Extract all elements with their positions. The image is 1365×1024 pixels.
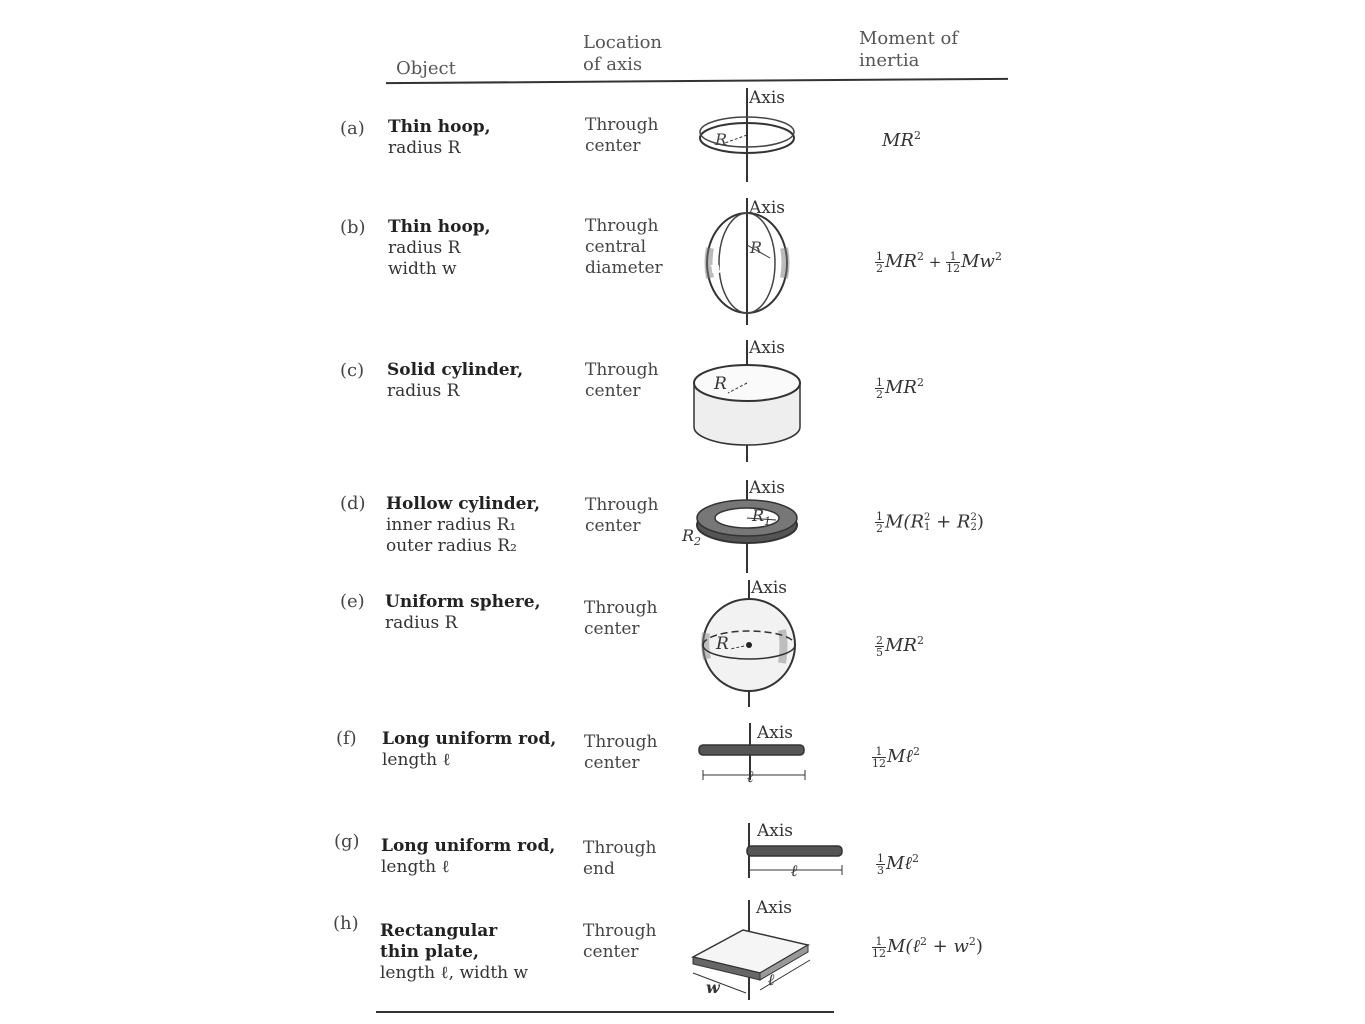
moment-g (876, 852, 919, 876)
location-line: Through (584, 598, 658, 618)
location-line: Through (584, 732, 658, 752)
outer-radius-label: $R_2$ (682, 526, 702, 548)
fraction (875, 377, 884, 400)
object-title: Rectangular (380, 921, 498, 941)
inner-radius-label: $R_1$ (752, 506, 772, 528)
thin-hoop-figure-a (690, 85, 810, 185)
location-line: Through (583, 838, 657, 858)
frac-den: 5 (876, 645, 883, 659)
moment-term: MR (885, 377, 917, 398)
thin-plate-figure (688, 895, 818, 1005)
radius-label: R (716, 634, 729, 654)
length-label: ℓ (768, 970, 775, 989)
moment-term: MR (882, 130, 914, 151)
moment-term: MR (885, 251, 917, 272)
moment-term: M(R (885, 511, 925, 533)
moment-e (875, 634, 924, 658)
axis-label: Axis (751, 578, 788, 598)
object-title-line2: thin plate, (380, 942, 479, 962)
frac-den: 2 (876, 522, 883, 535)
frac-den: 3 (877, 863, 884, 877)
fraction (875, 251, 884, 274)
location-d (585, 495, 658, 537)
object-title: Long uniform rod, (381, 836, 556, 856)
moment-exp: 2 (916, 376, 924, 389)
frac-num: 1 (872, 936, 886, 948)
moment-close: ) (976, 511, 984, 533)
object-rod-center (382, 729, 556, 771)
object-detail: length ℓ (382, 750, 451, 770)
moment-sub: 2 (970, 521, 977, 533)
moment-term: + R (930, 511, 971, 533)
object-detail: inner radius R₁ (386, 515, 517, 535)
moment-term: + w (926, 936, 969, 957)
moment-exp: 2 (916, 250, 924, 263)
frac-num: 1 (877, 851, 884, 865)
thin-hoop-figure-b (690, 193, 810, 328)
location-h (583, 921, 656, 963)
header-location-line1: Location (583, 32, 663, 53)
uniform-sphere-figure (690, 575, 810, 710)
hollow-cylinder-figure (680, 475, 810, 575)
moment-term: M(ℓ (887, 936, 920, 957)
object-title: Thin hoop, (388, 217, 491, 237)
object-title: Long uniform rod, (382, 729, 557, 749)
moment-plus: + (923, 253, 947, 271)
fraction (872, 936, 886, 959)
header-moment-line2: inertia (859, 50, 920, 71)
object-detail: radius R (387, 381, 460, 401)
object-title: Uniform sphere, (385, 592, 541, 612)
header-object: Object (396, 58, 456, 79)
frac-num: 2 (876, 633, 883, 647)
row-tag: (e) (340, 591, 365, 612)
frac-num: 1 (872, 746, 886, 758)
location-g (583, 838, 656, 880)
axis-label: Axis (749, 88, 786, 108)
frac-num: 1 (876, 375, 883, 389)
moment-exp: 2 (911, 852, 919, 865)
location-line: end (583, 859, 615, 879)
object-detail: radius R (385, 613, 458, 633)
header-rule (386, 78, 1008, 84)
header-location-line2: of axis (583, 54, 643, 75)
frac-den: 12 (872, 756, 886, 770)
moment-exp: 2 (916, 634, 924, 647)
object-title: Thin hoop, (388, 117, 491, 137)
frac-den: 12 (872, 946, 886, 960)
location-a (585, 115, 658, 157)
row-tag: (d) (340, 493, 366, 514)
frac-den: 2 (876, 387, 883, 401)
row-tag: (b) (340, 217, 366, 238)
location-line: center (585, 516, 641, 536)
axis-label: Axis (756, 898, 793, 918)
fraction (872, 746, 886, 769)
frac-num: 1 (876, 510, 883, 523)
object-detail: outer radius R₂ (386, 536, 517, 556)
moment-exp: 2 (970, 511, 977, 523)
location-line: Through (585, 360, 659, 380)
rod-center-figure (695, 718, 815, 788)
fraction (875, 511, 884, 534)
radius-label: R (750, 238, 763, 257)
location-line: diameter (585, 258, 663, 278)
location-line: Through (585, 495, 659, 515)
object-thin-hoop-a (388, 117, 491, 159)
axis-label: Axis (749, 478, 786, 498)
row-tag: (g) (334, 831, 360, 852)
header-moment (859, 28, 958, 72)
radius-label: R (714, 374, 727, 394)
moment-sub: 1 (924, 521, 931, 533)
frac-num: 1 (946, 251, 960, 263)
moment-a (882, 129, 921, 151)
location-line: Through (585, 115, 659, 135)
object-detail: length ℓ (381, 857, 450, 877)
moment-c (875, 376, 924, 400)
object-hollow-cylinder (386, 494, 540, 557)
location-line: center (583, 942, 639, 962)
object-detail: radius R (388, 138, 461, 158)
object-thin-plate (380, 921, 528, 984)
footer-rule (376, 1011, 834, 1013)
location-line: central (585, 237, 647, 257)
location-c (585, 360, 658, 402)
object-uniform-sphere (385, 592, 540, 634)
location-line: Through (583, 921, 657, 941)
moment-exp: 2 (913, 129, 921, 142)
moment-d (875, 511, 984, 534)
row-tag: (a) (340, 118, 365, 139)
axis-label: Axis (749, 198, 786, 218)
object-detail: length ℓ, width w (380, 963, 529, 983)
width-label: w (710, 259, 723, 277)
length-label: ℓ (791, 861, 798, 880)
axis-label: Axis (757, 821, 794, 841)
moment-exp: 2 (994, 250, 1002, 263)
moment-term: Mw (961, 251, 995, 272)
object-detail: radius R (388, 238, 461, 258)
fraction (875, 635, 884, 658)
moment-term: Mℓ (887, 746, 913, 767)
header-location (583, 32, 662, 76)
moment-term: MR (885, 635, 917, 656)
moment-h (872, 935, 983, 959)
location-line: Through (585, 216, 659, 236)
object-title: Solid cylinder, (387, 360, 524, 380)
rod-end-figure (740, 818, 850, 883)
moment-term: Mℓ (886, 853, 912, 874)
row-tag: (f) (336, 728, 357, 749)
header-moment-line1: Moment of (859, 28, 959, 49)
length-label: ℓ (747, 767, 754, 786)
object-title: Hollow cylinder, (386, 494, 541, 514)
frac-den: 2 (876, 261, 883, 275)
location-e (584, 598, 657, 640)
object-solid-cylinder (387, 360, 523, 402)
location-line: center (585, 381, 641, 401)
solid-cylinder-figure (690, 335, 810, 465)
location-line: center (584, 753, 640, 773)
axis-label: Axis (749, 338, 786, 358)
object-thin-hoop-b (388, 217, 491, 280)
moment-exp: 2 (924, 511, 931, 523)
fraction (876, 853, 885, 876)
location-b (585, 216, 663, 279)
fraction (946, 251, 960, 274)
moment-exp: 2 (912, 745, 920, 758)
frac-num: 1 (876, 249, 883, 263)
location-line: center (585, 136, 641, 156)
moment-exp: 2 (919, 935, 927, 948)
row-tag: (c) (340, 360, 365, 381)
object-rod-end (381, 836, 555, 878)
location-f (584, 732, 657, 774)
moment-exp: 2 (968, 935, 976, 948)
moment-f (872, 745, 920, 769)
moment-b (875, 250, 1002, 274)
width-label: w (706, 978, 720, 997)
axis-label: Axis (757, 723, 794, 743)
radius-label: R (715, 130, 728, 149)
object-detail: width w (388, 259, 457, 279)
row-tag: (h) (333, 913, 359, 934)
location-line: center (584, 619, 640, 639)
frac-den: 12 (946, 261, 961, 275)
moment-close: ) (975, 936, 983, 957)
